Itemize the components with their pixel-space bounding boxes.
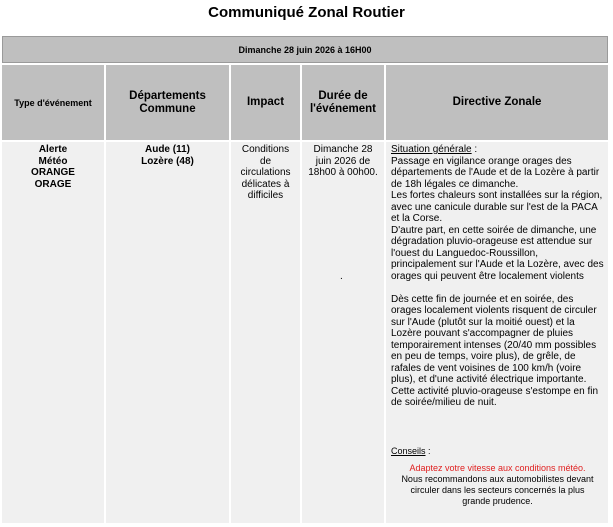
cell-impact <box>231 142 300 523</box>
spacer <box>391 282 604 294</box>
header-directive: Directive Zonale <box>386 65 608 140</box>
impact-line: Conditions <box>241 144 290 155</box>
duree-line: 18h00 à 00h00. <box>308 167 378 178</box>
impact-line: délicates à <box>241 178 290 190</box>
conseils-heading <box>391 446 604 458</box>
advice-speed: Adaptez votre vitesse aux conditions météo. <box>409 463 586 473</box>
spacer <box>391 409 604 446</box>
impact-line: circulations <box>240 167 291 178</box>
header-duree: Durée de l'événement <box>302 65 384 140</box>
document-title: Communiqué Zonal Routier <box>208 4 405 21</box>
impact-line: difficiles <box>247 190 284 201</box>
communique-table <box>2 36 608 523</box>
directive-paragraph: D'autre part, en cette soirée de dimanche, une dégradation pluvio-orageuse est attendue sur l'ouest du Languedoc-Roussillon, principalement sur l'Aude et la Lozère, avec des orages qui peuvent être localement violents <box>391 224 604 282</box>
situation-heading <box>391 144 604 156</box>
type-event-line: Alerte <box>38 144 68 155</box>
directive-paragraph: Dès cette fin de journée et en soirée, des orages localement violents risquent de circuler sur l'Aude (plutôt sur la moitié ouest) et la Lozère pouvant s'accompagner de pluies temporairement intenses (20/40 mm possibles en peu de temps, voire plus), de grêle, de rafales de vent voisines de 100 km/h (voire plus), et d'une activité électrique importante. Cette activité pluvio-orageuse s'estompe en fin de soirée/milieu de nuit. <box>391 293 599 408</box>
type-event-line: ORANGE <box>31 167 75 178</box>
advice-prudence: Nous recommandons aux automobilistes devant circuler dans les secteurs concernés la plus grande prudence. <box>401 474 594 506</box>
situation-label: Situation générale <box>391 144 472 155</box>
impact-line: de <box>259 155 272 167</box>
duree-line: juin 2026 de <box>315 155 371 167</box>
type-event-line: Météo <box>38 155 68 167</box>
situation-colon: : <box>471 144 478 155</box>
stray-mark: . <box>340 271 343 282</box>
date-bar: Dimanche 28 juin 2026 à 16H00 <box>2 36 608 63</box>
cell-duree <box>302 142 384 523</box>
departement-line: Aude (11) <box>144 144 190 155</box>
header-type-event: Type d'événement <box>2 65 104 140</box>
directive-paragraph: Passage en vigilance orange orages des départements de l'Aude et de la Lozère à partir de 18h légales ce dimanche. <box>391 155 600 190</box>
type-event-line: ORAGE <box>34 178 72 190</box>
departement-line: Lozère (48) <box>141 155 194 167</box>
directive-paragraph: Les fortes chaleurs sont installées sur la région, avec une canicule durable sur l'est de la PACA et la Corse. <box>391 190 603 224</box>
cell-directive <box>386 142 608 523</box>
conseils-colon: : <box>425 445 431 456</box>
header-departements: Départements Commune <box>106 65 229 140</box>
cell-departements <box>106 142 229 523</box>
header-impact: Impact <box>231 65 300 140</box>
cell-type-event <box>2 142 104 523</box>
conseils-label: Conseils <box>391 445 426 456</box>
duree-line: Dimanche 28 <box>313 144 373 155</box>
